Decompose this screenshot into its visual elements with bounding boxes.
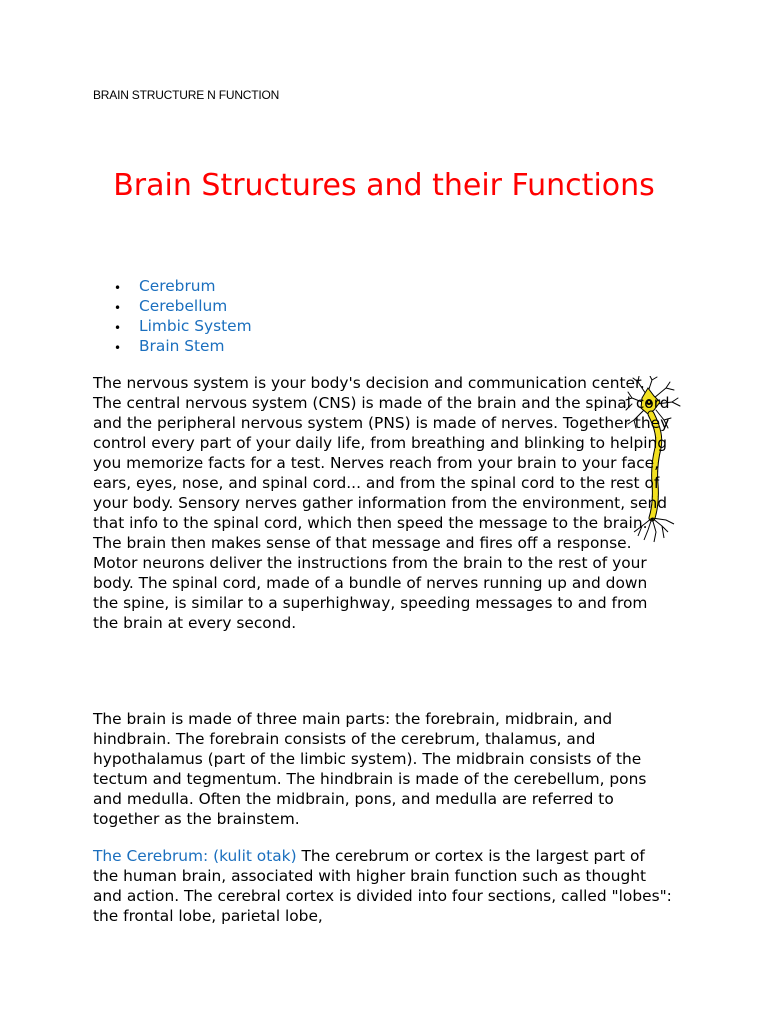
toc-link-brain-stem[interactable]: • Brain Stem xyxy=(114,336,252,356)
toc-link-cerebrum[interactable]: • Cerebrum xyxy=(114,276,252,296)
toc-link-cerebellum[interactable]: • Cerebellum xyxy=(114,296,252,316)
paragraph-cerebrum xyxy=(93,846,673,926)
toc-link-limbic-system[interactable]: • Limbic System xyxy=(114,316,252,336)
page-title: Brain Structures and their Functions xyxy=(113,168,655,203)
cerebrum-text: The cerebrum or cortex is the largest part of the human brain, associated with higher brain function such as thought and action. The cerebral cortex is divided into four sections, called "lobes": the frontal lobe, parietal lobe, xyxy=(93,847,672,925)
table-of-contents xyxy=(114,276,252,356)
paragraph-brain-parts: The brain is made of three main parts: the forebrain, midbrain, and hindbrain. The forebrain consists of the cerebrum, thalamus, and hypothalamus (part of the limbic system). The midbrain consists of the tectum and tegmentum. The hindbrain is made of the cerebellum, pons and medulla. Often the midbrain, pons, and medulla are referred to together as the brainstem. xyxy=(93,710,647,828)
paragraph-nervous-system: The nervous system is your body's decision and communication center. The central nervous system (CNS) is made of the brain and the spinal cord and the peripheral nervous system (PNS) is made of nerves. Together they control every part of your daily life, from breathing and blinking to helping you memorize facts for a test. Nerves reach from your brain to your face, ears, eyes, nose, and spinal cord... and from the spinal cord to the rest of your body. Sensory nerves gather information from the environment, send that info to the spinal cord, which then speed the message to the brain. The brain then makes sense of that message and fires off a response. Motor neurons deliver the instructions from the brain to the rest of your body. The spinal cord, made of a bundle of nerves running up and down the spine, is similar to a superhighway, speeding messages to and from the brain at every second. xyxy=(93,374,670,632)
document-header: BRAIN STRUCTURE N FUNCTION xyxy=(93,88,280,102)
cerebrum-heading-link[interactable]: The Cerebrum: (kulit otak) xyxy=(93,847,297,865)
